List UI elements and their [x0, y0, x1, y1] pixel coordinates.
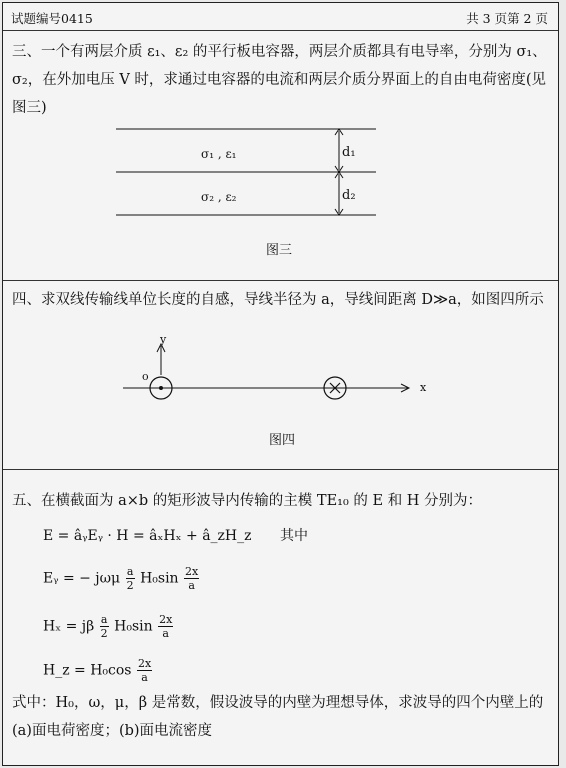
fraction-a-over-2 — [126, 565, 135, 592]
fraction-numerator: 2x — [137, 657, 152, 670]
fraction-2x-over-a — [137, 657, 152, 684]
fraction-denominator: a — [141, 671, 148, 684]
equation-qizhong: 其中 — [279, 528, 308, 544]
fraction-numerator: 2x — [159, 613, 173, 626]
equation-ey-sin: H₀sin — [140, 570, 179, 587]
equation-hx — [43, 613, 174, 640]
fraction-denominator: a — [162, 627, 169, 640]
fraction-numerator: a — [100, 613, 108, 626]
question-4-text: 四、求双线传输线单位长度的自感，导线半径为 a，导线间距离 D≫a，如图四所示 — [12, 292, 544, 308]
equation-e-and-h-text: E = âᵧEᵧ · H = âₓHₓ + â_zH_z — [43, 528, 252, 544]
section-divider-2 — [3, 469, 558, 470]
question-5-intro: 五、在横截面为 a×b 的矩形波导内传输的主模 TE₁₀ 的 E 和 H 分别为： — [12, 493, 483, 509]
fraction-numerator: a — [126, 565, 134, 578]
origin-label: o — [142, 370, 149, 383]
exam-page — [2, 2, 559, 766]
figure-3-capacitor — [111, 121, 411, 231]
d1-label: d₁ — [342, 145, 356, 160]
question-3-text: 三、一个有两层介质 ε₁、ε₂ 的平行板电容器，两层介质都具有电导率，分别为 σ₁、σ₂，在外加电压 V 时，求通过电容器的电流和两层介质分界面上的自由电荷密度(见图三) — [12, 44, 547, 116]
conductor-out-dot — [159, 386, 163, 390]
section-divider-1 — [3, 280, 558, 281]
figure-4-transmission-line — [113, 343, 433, 423]
equation-e-and-h — [43, 525, 308, 545]
page-info: 共 3 页第 2 页 — [466, 11, 548, 26]
fraction-2x-over-a — [184, 565, 199, 592]
question-5-conclusion: 式中：H₀，ω，μ，β 是常数，假设波导的内壁为理想导体，求波导的四个内壁上的(a)面电荷密度；(b)面电流密度 — [12, 695, 544, 739]
d2-label: d₂ — [342, 188, 356, 203]
layer-1-label: σ₁ , ε₁ — [201, 147, 237, 161]
x-axis-label: x — [420, 381, 427, 394]
equation-hx-prefix: Hₓ = jβ — [43, 618, 95, 635]
equation-ey — [43, 565, 200, 592]
fraction-denominator: a — [188, 579, 195, 592]
equation-hz — [43, 657, 153, 684]
y-axis-label: y — [160, 333, 167, 346]
exam-code: 试题编号0415 — [11, 11, 93, 26]
fraction-numerator: 2x — [185, 565, 199, 578]
figure-4-caption: 图四 — [269, 433, 296, 448]
figure-3-caption: 图三 — [266, 243, 293, 258]
fraction-2x-over-a — [158, 613, 173, 640]
fraction-denominator: 2 — [100, 627, 108, 640]
equation-ey-prefix: Eᵧ = − jωμ — [43, 570, 121, 587]
header-divider — [3, 30, 558, 31]
fraction-a-over-2 — [100, 613, 109, 640]
equation-hz-prefix: H_z = H₀cos — [43, 662, 132, 679]
equation-hx-sin: H₀sin — [114, 618, 153, 635]
fraction-denominator: 2 — [126, 579, 134, 592]
layer-2-label: σ₂ , ε₂ — [201, 190, 237, 204]
